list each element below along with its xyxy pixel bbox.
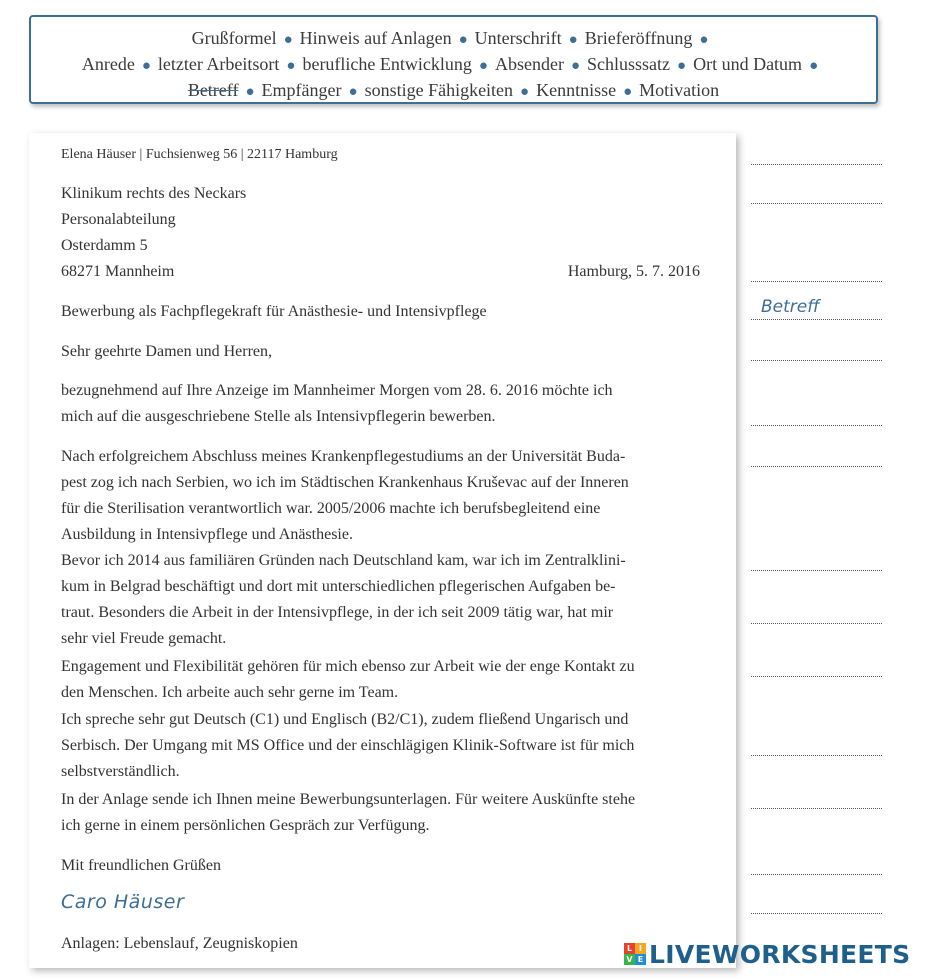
letter-page <box>29 133 736 968</box>
opening-line-2: mich auf die ausgeschriebene Stelle als Intensivpflegerin bewerben. <box>61 408 496 425</box>
sender-line: Elena Häuser | Fuchsienweg 56 | 22117 Hamburg <box>61 147 338 162</box>
opening-line-1: bezugnehmend auf Ihre Anzeige im Mannheimer Morgen vom 28. 6. 2016 möchte ich <box>61 382 613 399</box>
body-line: Nach erfolgreichem Abschluss meines Krankenpflegestudiums an der Universität Buda- <box>61 448 626 465</box>
answer-field-last-workplace[interactable] <box>751 550 882 571</box>
word-bank <box>29 15 878 104</box>
recipient-line-1: Klinikum rechts des Neckars <box>61 185 247 202</box>
bullet-icon: ● <box>699 32 709 48</box>
answer-field-recipient[interactable] <box>751 183 882 204</box>
bullet-icon: ● <box>570 58 581 74</box>
recipient-line-4: 68271 Mannheim <box>61 263 175 280</box>
body-line: kum in Belgrad beschäftigt und dort mit unterschiedlichen pflegerischen Aufgaben be- <box>61 578 616 595</box>
bullet-icon: ● <box>623 84 633 100</box>
body-line: Ich spreche sehr gut Deutsch (C1) und Englisch (B2/C1), zudem fließend Ungarisch und <box>61 711 629 728</box>
answer-field-opening[interactable] <box>751 405 882 426</box>
word-kenntnisse: Kenntnisse <box>536 80 617 100</box>
word-hinweis-auf-anlagen: Hinweis auf Anlagen <box>299 28 452 48</box>
word-sonstige-faehigkeiten: sonstige Fähigkeiten <box>364 80 514 100</box>
word-letzter-arbeitsort: letzter Arbeitsort <box>157 54 280 74</box>
word-absender: Absender <box>494 54 564 74</box>
answer-field-knowledge[interactable] <box>751 735 882 756</box>
word-berufliche-entwicklung: berufliche Entwicklung <box>302 54 472 74</box>
bullet-icon: ● <box>568 32 578 48</box>
bullet-icon: ● <box>677 58 687 74</box>
body-line: Serbisch. Der Umgang mit MS Office und der einschlägigen Klinik-Software ist für mich <box>61 737 635 754</box>
word-unterschrift: Unterschrift <box>474 28 562 48</box>
body-line: traut. Besonders die Arbeit in der Intensivpflege, in der ich seit 2009 tätig war, hat mir <box>61 604 614 621</box>
answer-field-greeting[interactable] <box>751 854 882 875</box>
bullet-icon: ● <box>283 32 293 48</box>
enclosures: Anlagen: Lebenslauf, Zeugniskopien <box>61 935 298 952</box>
word-bank-line-2 <box>31 51 876 77</box>
word-brieferoeffnung: Brieferöffnung <box>584 28 693 48</box>
word-bank-line-1 <box>31 25 876 51</box>
bullet-icon: ● <box>520 84 530 100</box>
answer-field-motivation[interactable] <box>751 603 882 624</box>
bullet-icon: ● <box>141 58 151 74</box>
subject-line: Bewerbung als Fachpflegekraft für Anästhesie- und Intensivpflege <box>61 303 487 320</box>
bullet-icon: ● <box>348 84 358 100</box>
answer-field-subject[interactable]: Betreff <box>751 296 882 320</box>
body-line: Bevor ich 2014 aus familiären Gründen nach Deutschland kam, war ich im Zentralklini- <box>61 552 626 569</box>
salutation: Sehr geehrte Damen und Herren, <box>61 343 273 360</box>
bullet-icon: ● <box>478 58 488 74</box>
body-line: Engagement und Flexibilität gehören für mich ebenso zur Arbeit wie der enge Kontakt zu <box>61 658 635 675</box>
brand-logo-letter: L <box>624 943 635 954</box>
body-line: sehr viel Freude gemacht. <box>61 630 227 647</box>
body-line: selbstverständlich. <box>61 763 180 780</box>
body-line: In der Anlage sende ich Ihnen meine Bewerbungsunterlagen. Für weitere Auskünfte stehe <box>61 791 636 808</box>
recipient-line-2: Personalabteilung <box>61 211 176 228</box>
signature: Caro Häuser <box>61 891 185 913</box>
answer-field-salutation[interactable] <box>751 340 882 361</box>
answer-field-career[interactable] <box>751 446 882 467</box>
brand-logo-letter: I <box>635 943 646 954</box>
word-betreff: Betreff <box>187 80 239 100</box>
bullet-icon: ● <box>245 84 255 100</box>
word-bank-line-3 <box>31 77 876 103</box>
liveworksheets-logo <box>624 940 910 968</box>
body-line: pest zog ich nach Serbien, wo ich im Städtischen Krankenhaus Kruševac auf der Inneren <box>61 474 629 491</box>
closing: Mit freundlichen Grüßen <box>61 857 221 874</box>
word-schlusssatz: Schlusssatz <box>587 54 671 74</box>
word-empfaenger: Empfänger <box>261 80 342 100</box>
brand-text: LIVEWORKSHEETS <box>649 939 911 969</box>
answer-field-sender[interactable] <box>751 144 882 165</box>
body-line: Ausbildung in Intensivpflege und Anästhesie. <box>61 526 353 543</box>
brand-logo-letter: E <box>635 954 646 965</box>
answer-field-place-date[interactable] <box>751 261 882 282</box>
brand-logo-icon <box>624 943 646 965</box>
bullet-icon: ● <box>809 58 819 74</box>
brand-logo-letter: V <box>624 954 635 965</box>
word-motivation: Motivation <box>639 80 720 100</box>
body-line: für die Sterilisation verantwortlich war. 2005/2006 machte ich berufsbegleitend eine <box>61 500 601 517</box>
answer-field-closing-sentence[interactable] <box>751 788 882 809</box>
word-grussformel: Grußformel <box>191 28 277 48</box>
body-line: ich gerne in einem persönlichen Gespräch zur Verfügung. <box>61 817 430 834</box>
place-date: Hamburg, 5. 7. 2016 <box>567 263 700 280</box>
recipient-line-3: Osterdamm 5 <box>61 237 148 254</box>
word-ort-und-datum: Ort und Datum <box>693 54 803 74</box>
answer-field-skills[interactable] <box>751 656 882 677</box>
body-line: den Menschen. Ich arbeite auch sehr gerne im Team. <box>61 684 399 701</box>
bullet-icon: ● <box>458 32 468 48</box>
answer-field-signature[interactable] <box>751 893 882 914</box>
bullet-icon: ● <box>286 58 296 74</box>
word-anrede: Anrede <box>81 54 135 74</box>
